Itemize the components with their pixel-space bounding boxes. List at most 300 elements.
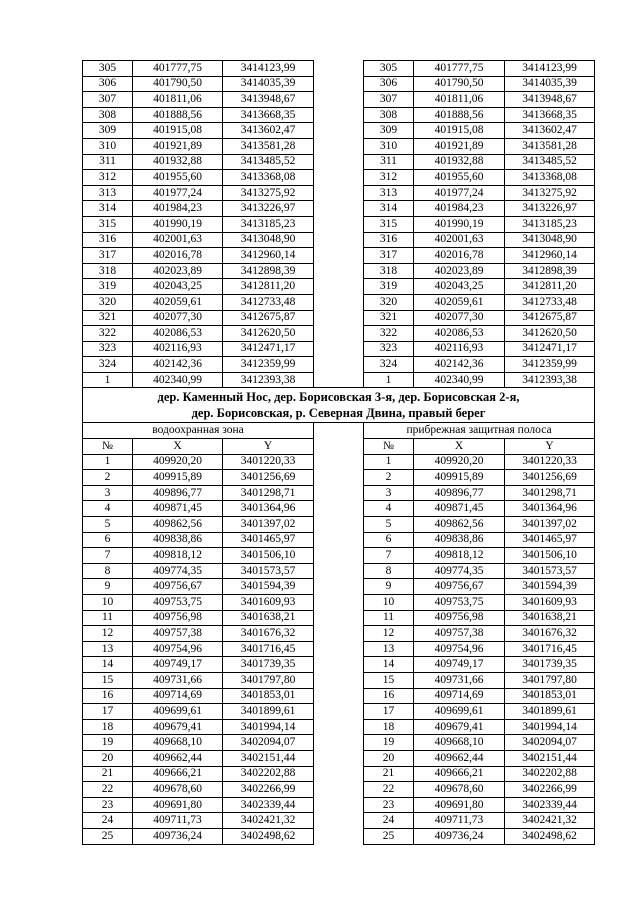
right-point-number-cell: 15 — [364, 672, 414, 688]
left-coord-x-cell: 409679,41 — [133, 719, 223, 735]
right-coord-y-cell: 3402202,88 — [505, 766, 595, 782]
right-coord-y-cell: 3412960,14 — [505, 248, 595, 264]
left-coord-y-cell: 3401797,80 — [223, 672, 314, 688]
column-gap — [314, 201, 364, 217]
table-row — [83, 372, 595, 388]
left-coord-x-cell: 401888,56 — [133, 107, 223, 123]
left-coord-x-cell: 409678,60 — [133, 782, 223, 798]
left-point-number-cell: 1 — [83, 454, 133, 470]
right-coord-x-cell: 409753,75 — [414, 595, 505, 611]
right-point-number-cell: 322 — [364, 326, 414, 342]
left-coord-x-cell: 402001,63 — [133, 232, 223, 248]
right-point-number-cell: 312 — [364, 170, 414, 186]
left-point-number-cell: 3 — [83, 485, 133, 501]
table-row — [83, 501, 595, 517]
right-coord-x-cell: 409818,12 — [414, 548, 505, 564]
left-point-number-cell: 20 — [83, 750, 133, 766]
left-coord-y-cell: 3401853,01 — [223, 688, 314, 704]
left-coord-y-cell: 3401594,39 — [223, 579, 314, 595]
right-col-x-header: X — [414, 439, 505, 455]
left-coord-x-cell: 401977,24 — [133, 185, 223, 201]
left-coord-x-cell: 409920,20 — [133, 454, 223, 470]
right-point-number-cell: 23 — [364, 797, 414, 813]
right-coord-x-cell: 409714,69 — [414, 688, 505, 704]
column-gap — [314, 672, 364, 688]
column-gap — [314, 423, 364, 439]
right-group-header: прибрежная защитная полоса — [364, 423, 595, 439]
right-coord-x-cell: 402086,53 — [414, 326, 505, 342]
right-point-number-cell: 25 — [364, 828, 414, 844]
right-coord-y-cell: 3413485,52 — [505, 154, 595, 170]
column-gap — [314, 154, 364, 170]
table-row — [83, 107, 595, 123]
section-title — [83, 388, 595, 423]
right-coord-x-cell: 401932,88 — [414, 154, 505, 170]
right-coord-y-cell: 3412675,87 — [505, 310, 595, 326]
right-coord-y-cell: 3412359,99 — [505, 357, 595, 373]
left-coord-y-cell: 3401994,14 — [223, 719, 314, 735]
right-coord-x-cell: 401955,60 — [414, 170, 505, 186]
right-point-number-cell: 20 — [364, 750, 414, 766]
table-row — [83, 797, 595, 813]
table-row — [83, 828, 595, 844]
right-coord-y-cell: 3402421,32 — [505, 813, 595, 829]
left-point-number-cell: 307 — [83, 92, 133, 108]
right-coord-x-cell: 402016,78 — [414, 248, 505, 264]
right-coord-y-cell: 3412811,20 — [505, 279, 595, 295]
left-point-number-cell: 310 — [83, 138, 133, 154]
right-coord-y-cell: 3401797,80 — [505, 672, 595, 688]
left-coord-y-cell: 3413581,28 — [223, 138, 314, 154]
section-title-line2: дер. Борисовская, р. Северная Двина, правый берег — [191, 406, 486, 421]
right-coord-y-cell: 3401716,45 — [505, 641, 595, 657]
column-gap — [314, 310, 364, 326]
left-coord-x-cell: 409699,61 — [133, 704, 223, 720]
table-row — [83, 782, 595, 798]
left-point-number-cell: 18 — [83, 719, 133, 735]
right-coord-x-cell: 409678,60 — [414, 782, 505, 798]
column-gap — [314, 232, 364, 248]
right-point-number-cell: 12 — [364, 626, 414, 642]
left-coord-y-cell: 3413948,67 — [223, 92, 314, 108]
right-point-number-cell: 310 — [364, 138, 414, 154]
table-row — [83, 688, 595, 704]
right-point-number-cell: 317 — [364, 248, 414, 264]
table-row — [83, 201, 595, 217]
left-coord-x-cell: 402086,53 — [133, 326, 223, 342]
table-row — [83, 750, 595, 766]
left-point-number-cell: 319 — [83, 279, 133, 295]
left-coord-y-cell: 3401220,33 — [223, 454, 314, 470]
column-gap — [314, 341, 364, 357]
left-coord-x-cell: 409691,80 — [133, 797, 223, 813]
right-point-number-cell: 321 — [364, 310, 414, 326]
left-coord-y-cell: 3401676,32 — [223, 626, 314, 642]
right-point-number-cell: 13 — [364, 641, 414, 657]
right-coord-x-cell: 401915,08 — [414, 123, 505, 139]
left-coord-y-cell: 3413602,47 — [223, 123, 314, 139]
left-col-num-header: № — [83, 439, 133, 455]
left-coord-y-cell: 3401899,61 — [223, 704, 314, 720]
right-coord-x-cell: 401811,06 — [414, 92, 505, 108]
left-coord-y-cell: 3402339,44 — [223, 797, 314, 813]
right-coord-x-cell: 409679,41 — [414, 719, 505, 735]
table-row — [83, 357, 595, 373]
left-coord-y-cell: 3412675,87 — [223, 310, 314, 326]
left-point-number-cell: 24 — [83, 813, 133, 829]
right-coord-x-cell: 409691,80 — [414, 797, 505, 813]
table-row — [83, 341, 595, 357]
left-point-number-cell: 8 — [83, 563, 133, 579]
right-coord-y-cell: 3402094,07 — [505, 735, 595, 751]
section-title-line1: дер. Каменный Нос, дер. Борисовская 3-я, дер. Борисовская 2-я, — [157, 390, 520, 405]
right-point-number-cell: 314 — [364, 201, 414, 217]
right-point-number-cell: 16 — [364, 688, 414, 704]
right-coord-x-cell: 409754,96 — [414, 641, 505, 657]
column-gap — [314, 813, 364, 829]
table-row — [83, 76, 595, 92]
left-coord-x-cell: 402059,61 — [133, 294, 223, 310]
table-row — [83, 563, 595, 579]
left-point-number-cell: 308 — [83, 107, 133, 123]
left-point-number-cell: 306 — [83, 76, 133, 92]
left-point-number-cell: 311 — [83, 154, 133, 170]
column-gap — [314, 579, 364, 595]
right-point-number-cell: 309 — [364, 123, 414, 139]
right-coord-x-cell: 402077,30 — [414, 310, 505, 326]
right-coord-x-cell: 401777,75 — [414, 61, 505, 77]
right-coord-y-cell: 3401594,39 — [505, 579, 595, 595]
right-point-number-cell: 22 — [364, 782, 414, 798]
right-point-number-cell: 313 — [364, 185, 414, 201]
top-rows-section — [83, 61, 595, 388]
left-coord-y-cell: 3413668,35 — [223, 107, 314, 123]
right-coord-x-cell: 409774,35 — [414, 563, 505, 579]
left-coord-y-cell: 3401573,57 — [223, 563, 314, 579]
right-coord-y-cell: 3413048,90 — [505, 232, 595, 248]
right-point-number-cell: 10 — [364, 595, 414, 611]
column-gap — [314, 372, 364, 388]
right-coord-y-cell: 3413368,08 — [505, 170, 595, 186]
right-coord-y-cell: 3401573,57 — [505, 563, 595, 579]
table-row — [83, 548, 595, 564]
left-coord-y-cell: 3412733,48 — [223, 294, 314, 310]
column-gap — [314, 279, 364, 295]
left-point-number-cell: 17 — [83, 704, 133, 720]
right-coord-x-cell: 402142,36 — [414, 357, 505, 373]
coordinates-table — [82, 60, 595, 845]
left-coord-y-cell: 3401739,35 — [223, 657, 314, 673]
left-point-number-cell: 321 — [83, 310, 133, 326]
left-coord-y-cell: 3401716,45 — [223, 641, 314, 657]
column-gap — [314, 76, 364, 92]
left-point-number-cell: 322 — [83, 326, 133, 342]
right-coord-x-cell: 409731,66 — [414, 672, 505, 688]
right-coord-y-cell: 3401899,61 — [505, 704, 595, 720]
right-coord-x-cell: 409920,20 — [414, 454, 505, 470]
right-coord-y-cell: 3413275,92 — [505, 185, 595, 201]
column-gap — [314, 185, 364, 201]
right-coord-x-cell: 402116,93 — [414, 341, 505, 357]
left-coord-x-cell: 401984,23 — [133, 201, 223, 217]
left-coord-x-cell: 401777,75 — [133, 61, 223, 77]
column-gap — [314, 470, 364, 486]
left-point-number-cell: 15 — [83, 672, 133, 688]
left-point-number-cell: 7 — [83, 548, 133, 564]
left-coord-y-cell: 3412359,99 — [223, 357, 314, 373]
right-coord-x-cell: 409756,98 — [414, 610, 505, 626]
column-gap — [314, 170, 364, 186]
right-coord-x-cell: 401921,89 — [414, 138, 505, 154]
left-coord-x-cell: 409915,89 — [133, 470, 223, 486]
left-coord-y-cell: 3412620,50 — [223, 326, 314, 342]
table-row — [83, 470, 595, 486]
left-coord-x-cell: 409711,73 — [133, 813, 223, 829]
right-coord-y-cell: 3401364,96 — [505, 501, 595, 517]
right-coord-x-cell: 409711,73 — [414, 813, 505, 829]
right-coord-y-cell: 3414123,99 — [505, 61, 595, 77]
column-gap — [314, 326, 364, 342]
column-gap — [314, 782, 364, 798]
table-row — [83, 216, 595, 232]
left-coord-y-cell: 3401465,97 — [223, 532, 314, 548]
left-coord-y-cell: 3401364,96 — [223, 501, 314, 517]
left-coord-y-cell: 3402094,07 — [223, 735, 314, 751]
right-coord-y-cell: 3412733,48 — [505, 294, 595, 310]
table-row — [83, 672, 595, 688]
right-coord-y-cell: 3402266,99 — [505, 782, 595, 798]
right-coord-x-cell: 409915,89 — [414, 470, 505, 486]
left-coord-x-cell: 409736,24 — [133, 828, 223, 844]
right-coord-y-cell: 3402339,44 — [505, 797, 595, 813]
left-point-number-cell: 22 — [83, 782, 133, 798]
right-coord-x-cell: 409736,24 — [414, 828, 505, 844]
column-gap — [314, 123, 364, 139]
right-point-number-cell: 305 — [364, 61, 414, 77]
left-coord-y-cell: 3402421,32 — [223, 813, 314, 829]
right-point-number-cell: 8 — [364, 563, 414, 579]
left-coord-x-cell: 409666,21 — [133, 766, 223, 782]
left-coord-x-cell: 401932,88 — [133, 154, 223, 170]
left-coord-y-cell: 3402151,44 — [223, 750, 314, 766]
right-coord-y-cell: 3401638,21 — [505, 610, 595, 626]
left-point-number-cell: 4 — [83, 501, 133, 517]
left-coord-y-cell: 3413485,52 — [223, 154, 314, 170]
right-coord-x-cell: 409749,17 — [414, 657, 505, 673]
left-point-number-cell: 316 — [83, 232, 133, 248]
right-coord-y-cell: 3402151,44 — [505, 750, 595, 766]
column-gap — [314, 263, 364, 279]
left-coord-y-cell: 3412811,20 — [223, 279, 314, 295]
left-coord-x-cell: 409754,96 — [133, 641, 223, 657]
left-group-header: водоохранная зона — [83, 423, 314, 439]
column-gap — [314, 766, 364, 782]
right-point-number-cell: 1 — [364, 454, 414, 470]
left-coord-y-cell: 3412960,14 — [223, 248, 314, 264]
left-coord-x-cell: 409896,77 — [133, 485, 223, 501]
right-coord-x-cell: 409862,56 — [414, 517, 505, 533]
left-coord-x-cell: 409731,66 — [133, 672, 223, 688]
right-coord-y-cell: 3401853,01 — [505, 688, 595, 704]
left-coord-y-cell: 3401256,69 — [223, 470, 314, 486]
right-coord-x-cell: 409756,67 — [414, 579, 505, 595]
right-point-number-cell: 24 — [364, 813, 414, 829]
right-coord-y-cell: 3401609,93 — [505, 595, 595, 611]
left-point-number-cell: 324 — [83, 357, 133, 373]
right-point-number-cell: 21 — [364, 766, 414, 782]
column-gap — [314, 439, 364, 455]
left-coord-x-cell: 409871,45 — [133, 501, 223, 517]
table-row — [83, 92, 595, 108]
right-coord-x-cell: 409896,77 — [414, 485, 505, 501]
right-coord-y-cell: 3401465,97 — [505, 532, 595, 548]
left-coord-x-cell: 401990,19 — [133, 216, 223, 232]
left-col-x-header: X — [133, 439, 223, 455]
right-coord-y-cell: 3401220,33 — [505, 454, 595, 470]
left-point-number-cell: 305 — [83, 61, 133, 77]
right-point-number-cell: 320 — [364, 294, 414, 310]
left-coord-y-cell: 3401506,10 — [223, 548, 314, 564]
table-row — [83, 310, 595, 326]
right-coord-x-cell: 401990,19 — [414, 216, 505, 232]
left-point-number-cell: 16 — [83, 688, 133, 704]
table-row — [83, 766, 595, 782]
left-coord-x-cell: 402340,99 — [133, 372, 223, 388]
column-gap — [314, 454, 364, 470]
table-row — [83, 170, 595, 186]
column-gap — [314, 735, 364, 751]
left-coord-y-cell: 3414123,99 — [223, 61, 314, 77]
right-coord-x-cell: 409668,10 — [414, 735, 505, 751]
right-point-number-cell: 324 — [364, 357, 414, 373]
table-row — [83, 279, 595, 295]
column-gap — [314, 626, 364, 642]
right-point-number-cell: 307 — [364, 92, 414, 108]
right-point-number-cell: 318 — [364, 263, 414, 279]
right-point-number-cell: 11 — [364, 610, 414, 626]
left-coord-x-cell: 402016,78 — [133, 248, 223, 264]
right-coord-y-cell: 3413602,47 — [505, 123, 595, 139]
left-point-number-cell: 313 — [83, 185, 133, 201]
left-col-y-header: Y — [223, 439, 314, 455]
left-coord-x-cell: 409662,44 — [133, 750, 223, 766]
right-coord-x-cell: 402043,25 — [414, 279, 505, 295]
table-row — [83, 641, 595, 657]
right-point-number-cell: 308 — [364, 107, 414, 123]
left-coord-y-cell: 3401609,93 — [223, 595, 314, 611]
right-coord-x-cell: 401790,50 — [414, 76, 505, 92]
left-point-number-cell: 315 — [83, 216, 133, 232]
left-coord-y-cell: 3402498,62 — [223, 828, 314, 844]
left-coord-y-cell: 3402266,99 — [223, 782, 314, 798]
left-coord-x-cell: 409756,98 — [133, 610, 223, 626]
right-coord-y-cell: 3401506,10 — [505, 548, 595, 564]
left-coord-y-cell: 3413275,92 — [223, 185, 314, 201]
left-point-number-cell: 12 — [83, 626, 133, 642]
left-coord-x-cell: 409818,12 — [133, 548, 223, 564]
table-row — [83, 579, 595, 595]
right-coord-y-cell: 3413948,67 — [505, 92, 595, 108]
right-point-number-cell: 6 — [364, 532, 414, 548]
column-gap — [314, 688, 364, 704]
right-col-y-header: Y — [505, 439, 595, 455]
right-point-number-cell: 5 — [364, 517, 414, 533]
right-coord-x-cell: 402001,63 — [414, 232, 505, 248]
left-coord-x-cell: 409774,35 — [133, 563, 223, 579]
right-point-number-cell: 4 — [364, 501, 414, 517]
left-point-number-cell: 5 — [83, 517, 133, 533]
table-row — [83, 704, 595, 720]
bottom-rows-section — [83, 454, 595, 844]
right-coord-x-cell: 409871,45 — [414, 501, 505, 517]
left-point-number-cell: 309 — [83, 123, 133, 139]
right-point-number-cell: 1 — [364, 372, 414, 388]
left-point-number-cell: 14 — [83, 657, 133, 673]
right-coord-y-cell: 3401397,02 — [505, 517, 595, 533]
table-row — [83, 532, 595, 548]
right-point-number-cell: 319 — [364, 279, 414, 295]
left-coord-x-cell: 409757,38 — [133, 626, 223, 642]
right-coord-y-cell: 3402498,62 — [505, 828, 595, 844]
column-gap — [314, 357, 364, 373]
right-coord-x-cell: 402059,61 — [414, 294, 505, 310]
right-coord-x-cell: 401888,56 — [414, 107, 505, 123]
right-coord-y-cell: 3401298,71 — [505, 485, 595, 501]
right-coord-y-cell: 3412898,39 — [505, 263, 595, 279]
left-coord-x-cell: 401921,89 — [133, 138, 223, 154]
left-coord-x-cell: 402077,30 — [133, 310, 223, 326]
left-point-number-cell: 323 — [83, 341, 133, 357]
table-row — [83, 626, 595, 642]
table-row — [83, 185, 595, 201]
table-row — [83, 123, 595, 139]
left-coord-y-cell: 3413226,97 — [223, 201, 314, 217]
left-coord-x-cell: 401915,08 — [133, 123, 223, 139]
right-point-number-cell: 311 — [364, 154, 414, 170]
left-coord-y-cell: 3402202,88 — [223, 766, 314, 782]
right-coord-y-cell: 3412471,17 — [505, 341, 595, 357]
left-coord-x-cell: 402142,36 — [133, 357, 223, 373]
right-coord-x-cell: 409838,86 — [414, 532, 505, 548]
left-point-number-cell: 23 — [83, 797, 133, 813]
left-coord-x-cell: 409714,69 — [133, 688, 223, 704]
column-gap — [314, 532, 364, 548]
right-point-number-cell: 9 — [364, 579, 414, 595]
left-point-number-cell: 13 — [83, 641, 133, 657]
right-coord-y-cell: 3413581,28 — [505, 138, 595, 154]
left-point-number-cell: 21 — [83, 766, 133, 782]
left-point-number-cell: 11 — [83, 610, 133, 626]
left-point-number-cell: 19 — [83, 735, 133, 751]
right-point-number-cell: 7 — [364, 548, 414, 564]
right-point-number-cell: 18 — [364, 719, 414, 735]
column-gap — [314, 294, 364, 310]
left-coord-x-cell: 409838,86 — [133, 532, 223, 548]
left-coord-x-cell: 409668,10 — [133, 735, 223, 751]
right-coord-y-cell: 3414035,39 — [505, 76, 595, 92]
left-coord-x-cell: 409862,56 — [133, 517, 223, 533]
left-coord-x-cell: 401811,06 — [133, 92, 223, 108]
column-gap — [314, 595, 364, 611]
right-coord-y-cell: 3401739,35 — [505, 657, 595, 673]
left-coord-x-cell: 401790,50 — [133, 76, 223, 92]
table-row — [83, 454, 595, 470]
right-coord-y-cell: 3413185,23 — [505, 216, 595, 232]
right-point-number-cell: 306 — [364, 76, 414, 92]
left-point-number-cell: 1 — [83, 372, 133, 388]
column-gap — [314, 92, 364, 108]
table-row — [83, 517, 595, 533]
